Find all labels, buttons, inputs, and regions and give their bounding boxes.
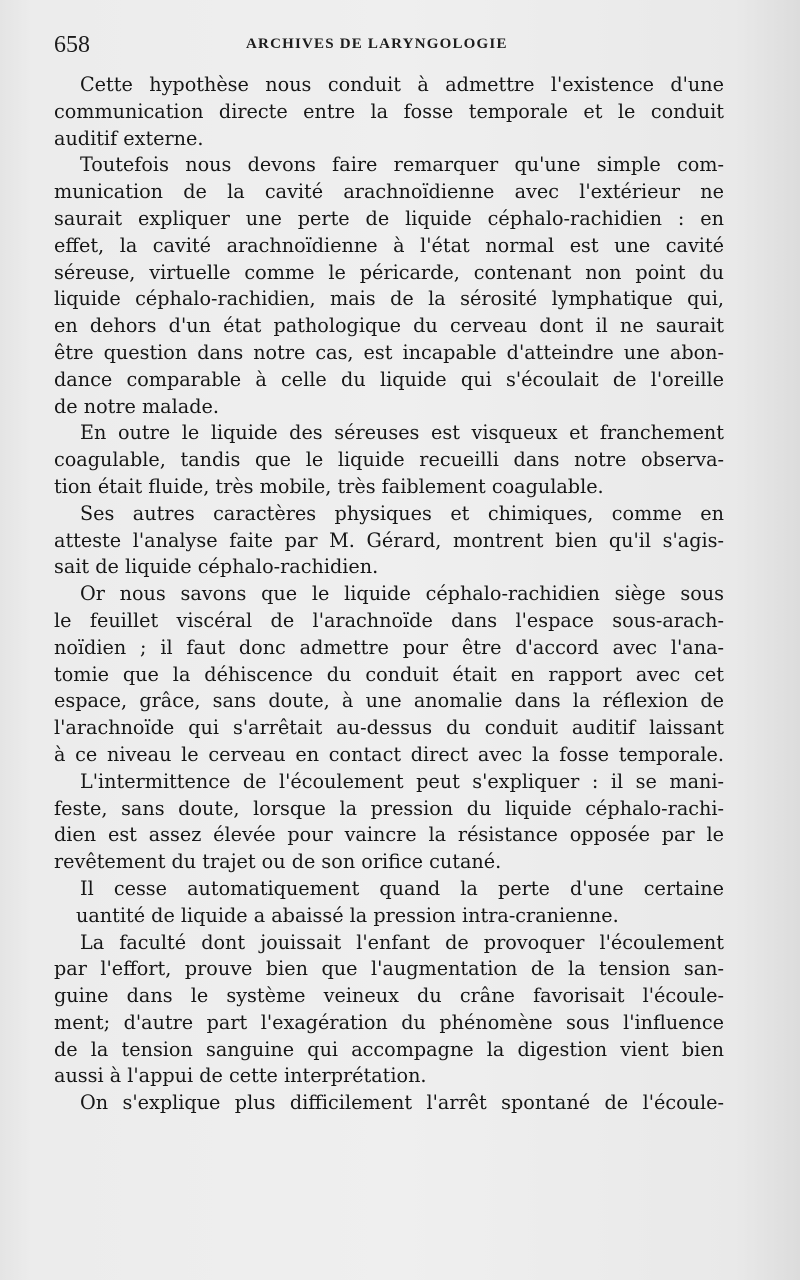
text-line: auditif externe. xyxy=(54,126,204,150)
text-line: l'arachnoïde qui s'arrêtait au-dessus du conduit auditif laissant xyxy=(54,716,724,740)
text-line: feste, sans doute, lorsque la pression du liquide céphalo-rachi- xyxy=(54,796,724,820)
text-line: séreuse, virtuelle comme le péricarde, contenant non point du xyxy=(54,260,724,284)
text-line: La faculté dont jouissait l'enfant de provoquer l'écoulement xyxy=(80,930,724,954)
text-line: uantité de liquide a abaissé la pression intra-cranienne. xyxy=(76,903,619,927)
text-line: saurait expliquer une perte de liquide céphalo-rachidien : en xyxy=(54,206,724,230)
text-line: ment; d'autre part l'exagération du phénomène sous l'influence xyxy=(54,1010,724,1034)
text-line: aussi à l'appui de cette interprétation. xyxy=(54,1064,427,1088)
page-number: 658 xyxy=(54,32,90,58)
text-line: L'intermittence de l'écoulement peut s'expliquer : il se mani- xyxy=(80,769,724,793)
text-line: sait de liquide céphalo-rachidien. xyxy=(54,555,379,579)
text-line: Il cesse automatiquement quand la perte d'une certaine xyxy=(80,876,724,900)
text-line: En outre le liquide des séreuses est visqueux et franchement xyxy=(80,421,724,445)
running-head xyxy=(54,32,724,60)
text-line: être question dans notre cas, est incapable d'atteindre une abon- xyxy=(54,340,724,364)
text-line: à ce niveau le cerveau en contact direct avec la fosse temporale. xyxy=(54,742,724,766)
text-line: Or nous savons que le liquide céphalo-rachidien siège sous xyxy=(80,582,724,606)
text-line: dance comparable à celle du liquide qui s'écoulait de l'oreille xyxy=(54,367,724,391)
text-line: On s'explique plus difficilement l'arrêt spontané de l'écoule- xyxy=(80,1091,724,1115)
text-line: tion était fluide, très mobile, très faiblement coagulable. xyxy=(54,474,604,498)
text-line: dien est assez élevée pour vaincre la résistance opposée par le xyxy=(54,823,724,847)
text-line: tomie que la déhiscence du conduit était en rapport avec cet xyxy=(54,662,724,686)
text-line: espace, grâce, sans doute, à une anomalie dans la réflexion de xyxy=(54,689,724,713)
text-line: Toutefois nous devons faire remarquer qu'une simple com- xyxy=(80,153,724,177)
body-text xyxy=(54,72,724,1117)
text-line: Cette hypothèse nous conduit à admettre l'existence d'une xyxy=(80,73,724,96)
journal-title: ARCHIVES DE LARYNGOLOGIE xyxy=(246,36,508,52)
text-line: noïdien ; il faut donc admettre pour être d'accord avec l'ana- xyxy=(54,635,724,659)
text-line: communication directe entre la fosse temporale et le conduit xyxy=(54,99,724,123)
text-line: guine dans le système veineux du crâne favorisait l'écoule- xyxy=(54,984,724,1008)
text-line: liquide céphalo-rachidien, mais de la sérosité lymphatique qui, xyxy=(54,287,724,311)
text-line: le feuillet viscéral de l'arachnoïde dans l'espace sous-arach- xyxy=(54,608,724,632)
text-line: atteste l'analyse faite par M. Gérard, montrent bien qu'il s'agis- xyxy=(54,528,724,552)
text-line: coagulable, tandis que le liquide recueilli dans notre observa- xyxy=(54,448,724,472)
text-line: revêtement du trajet ou de son orifice cutané. xyxy=(54,850,502,874)
text-line: par l'effort, prouve bien que l'augmentation de la tension san- xyxy=(54,957,724,981)
text-line: Ses autres caractères physiques et chimiques, comme en xyxy=(80,501,724,525)
text-line: en dehors d'un état pathologique du cerveau dont il ne saurait xyxy=(54,314,724,338)
text-line: de notre malade. xyxy=(54,394,219,418)
text-line: munication de la cavité arachnoïdienne avec l'extérieur ne xyxy=(54,180,724,204)
text-line: effet, la cavité arachnoïdienne à l'état normal est une cavité xyxy=(54,233,724,257)
text-line: de la tension sanguine qui accompagne la digestion vient bien xyxy=(54,1037,724,1061)
